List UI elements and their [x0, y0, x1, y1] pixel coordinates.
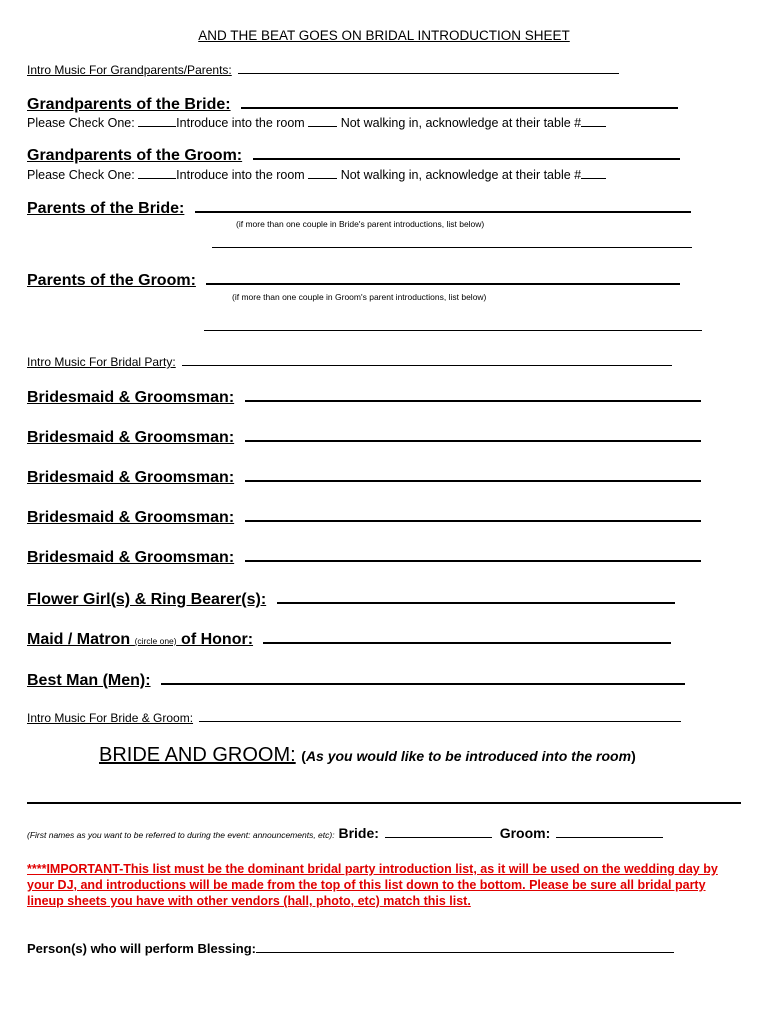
bridesmaid-groomsman-field-1[interactable]: [245, 399, 701, 402]
check-one-label: Please Check One:: [27, 116, 139, 130]
bride-parents-extra-field[interactable]: [212, 247, 692, 248]
intro-music-bride-groom-field[interactable]: [199, 720, 681, 722]
flower-ring-field[interactable]: [277, 601, 675, 604]
bridesmaid-groomsman-row-3: [27, 470, 701, 486]
circle-one-note: (circle one): [134, 636, 177, 646]
best-man-row: [27, 673, 685, 689]
groom-first-name-field[interactable]: [556, 836, 663, 838]
check-one-label: Please Check One:: [27, 168, 139, 182]
intro-music-party-field[interactable]: [182, 364, 672, 366]
bridesmaid-groomsman-field-3[interactable]: [245, 479, 701, 482]
groom-parents-extra-field[interactable]: [204, 330, 702, 331]
intro-music-bride-groom-label: Intro Music For Bride & Groom:: [27, 711, 194, 725]
bridesmaid-groomsman-label: Bridesmaid & Groomsman:: [27, 469, 235, 486]
intro-music-parents-label: Intro Music For Grandparents/Parents:: [27, 63, 232, 77]
parents-bride-field[interactable]: [195, 210, 691, 213]
bridesmaid-groomsman-label: Bridesmaid & Groomsman:: [27, 509, 235, 526]
intro-music-bride-groom-row: [27, 712, 681, 724]
intro-music-parents-row: [27, 64, 619, 76]
bride-first-name-label: Bride:: [338, 825, 379, 841]
table-number-field[interactable]: [581, 125, 606, 127]
not-walking-label: Not walking in, acknowledge at their table #: [340, 116, 582, 130]
first-names-note: (First names as you want to be referred to during the event: announcements, etc):: [27, 830, 335, 840]
blessing-label: Person(s) who will perform Blessing:: [27, 941, 256, 956]
bridesmaid-groomsman-row-2: [27, 430, 701, 446]
grandparents-groom-label: Grandparents of the Groom:: [27, 147, 243, 164]
bride-groom-names-field[interactable]: [27, 802, 741, 804]
introduce-label: Introduce into the room: [176, 116, 309, 130]
flower-ring-label: Flower Girl(s) & Ring Bearer(s):: [27, 591, 267, 608]
first-names-row: [27, 826, 663, 840]
introduce-check-field[interactable]: [138, 125, 176, 127]
bridesmaid-groomsman-label: Bridesmaid & Groomsman:: [27, 389, 235, 406]
maid-matron-label: Maid / Matron: [27, 631, 135, 648]
bridesmaid-groomsman-field-4[interactable]: [245, 519, 701, 522]
intro-music-party-row: [27, 356, 672, 368]
intro-music-party-label: Intro Music For Bridal Party:: [27, 355, 176, 369]
bride-groom-heading: BRIDE AND GROOM:: [99, 744, 296, 766]
not-walking-label: Not walking in, acknowledge at their table #: [340, 168, 582, 182]
grandparents-bride-row: [27, 97, 678, 113]
table-number-field[interactable]: [581, 177, 606, 179]
grandparents-bride-check-row: [27, 117, 606, 130]
not-walking-check-field[interactable]: [308, 125, 337, 127]
grandparents-groom-check-row: [27, 169, 606, 182]
grandparents-bride-label: Grandparents of the Bride:: [27, 96, 231, 113]
best-man-label: Best Man (Men):: [27, 672, 151, 689]
parents-groom-label: Parents of the Groom:: [27, 272, 196, 289]
parents-bride-label: Parents of the Bride:: [27, 200, 185, 217]
blessing-field[interactable]: [256, 951, 674, 953]
bridesmaid-groomsman-row-4: [27, 510, 701, 526]
best-man-field[interactable]: [161, 682, 685, 685]
groom-parents-note: (if more than one couple in Groom's parent introductions, list below): [232, 292, 487, 302]
bridesmaid-groomsman-row-5: [27, 550, 701, 566]
parents-groom-field[interactable]: [206, 282, 680, 285]
page-title: AND THE BEAT GOES ON BRIDAL INTRODUCTION SHEET: [198, 28, 570, 43]
maid-matron-field[interactable]: [263, 641, 671, 644]
bridesmaid-groomsman-label: Bridesmaid & Groomsman:: [27, 549, 235, 566]
groom-first-name-label: Groom:: [499, 825, 551, 841]
of-honor-label: of Honor:: [176, 631, 254, 648]
bridesmaid-groomsman-field-2[interactable]: [245, 439, 701, 442]
parents-bride-row: [27, 201, 691, 217]
grandparents-groom-row: [27, 148, 680, 164]
flower-ring-row: [27, 592, 675, 608]
important-notice: ****IMPORTANT-This list must be the dominant bridal party introduction list, as it will be used on the wedding day by your DJ, and introductions will be made from the top of this list down to the bottom. Please be sure all bridal party lineup sheets you have with other vendors (hall, photo, etc) match this list.: [27, 862, 718, 908]
not-walking-check-field[interactable]: [308, 177, 337, 179]
blessing-row: [27, 942, 674, 955]
bridesmaid-groomsman-label: Bridesmaid & Groomsman:: [27, 429, 235, 446]
maid-matron-row: [27, 632, 671, 648]
grandparents-groom-field[interactable]: [253, 157, 680, 160]
bride-groom-note: As you would like to be introduced into the room: [305, 748, 632, 764]
bridesmaid-groomsman-row-1: [27, 390, 701, 406]
bridesmaid-groomsman-field-5[interactable]: [245, 559, 701, 562]
grandparents-bride-field[interactable]: [241, 106, 678, 109]
introduce-label: Introduce into the room: [176, 168, 309, 182]
bride-groom-heading-row: BRIDE AND GROOM: (As you would like to be introduced into the room): [99, 744, 636, 766]
bride-first-name-field[interactable]: [385, 836, 492, 838]
introduce-check-field[interactable]: [138, 177, 176, 179]
parents-groom-row: [27, 273, 680, 289]
intro-music-parents-field[interactable]: [238, 72, 619, 74]
bride-parents-note: (if more than one couple in Bride's parent introductions, list below): [236, 219, 485, 229]
